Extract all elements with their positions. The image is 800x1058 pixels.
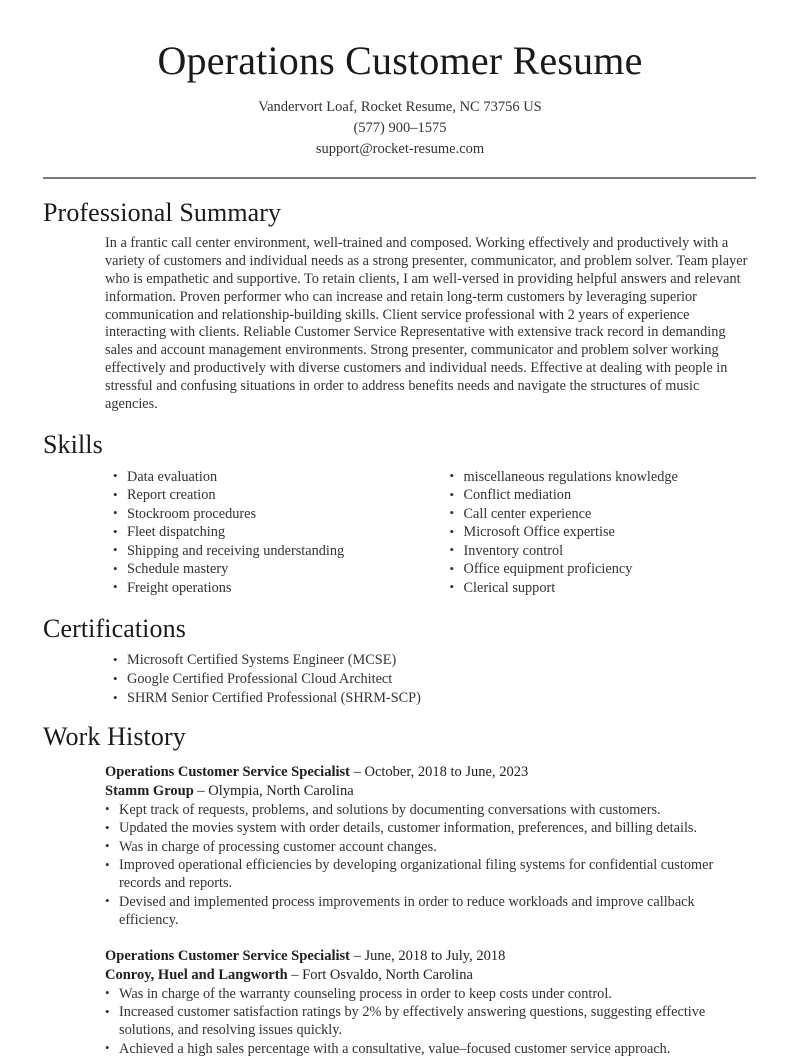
summary-paragraph: In a frantic call center environment, well-trained and composed. Working effectively and productively with a variety of customers and individual needs as a strong presenter, communicator, and problem solver. Team player who is empathetic and supportive. To retain clients, I am well-versed in providing helpful answers and relevant information. Proven performer who can increase and retain long-term customers by leveraging superior communication and relationship-building skills. Client service professional with 2 years of experience interacting with clients. Reliable Customer Service Representative with extensive track record in demanding sales and account management environments. Strong presenter, communicator and problem solver working effectively and productively with diverse customers and individual needs. Effective at dealing with people in stressful and confusing situations in order to address benefits needs and navigate the structures of music agencies. bbox=[105, 235, 748, 412]
section-title-professional-summary: Professional Summary bbox=[43, 198, 282, 228]
list-item: • Updated the movies system with order details, customer information, preferences, and billing details. bbox=[105, 819, 752, 837]
skills-list-right bbox=[450, 468, 753, 597]
job-company: Conroy, Huel and Langworth bbox=[105, 966, 288, 983]
contact-address: Vandervort Loaf, Rocket Resume, NC 73756 US bbox=[258, 99, 542, 116]
list-item: • Increased customer satisfaction ratings by 2% by effectively answering questions, suggesting effective solutions, and resolving issues quickly. bbox=[105, 1003, 752, 1039]
job-role-line bbox=[105, 947, 752, 966]
skills-column-left bbox=[113, 468, 433, 598]
contact-email: support@rocket-resume.com bbox=[315, 141, 485, 158]
list-item: • Devised and implemented process improvements in order to reduce workloads and improve callback efficiency. bbox=[105, 893, 752, 929]
job-separator: – bbox=[287, 966, 303, 983]
list-item: • Schedule mastery bbox=[113, 560, 433, 578]
list-item: • Office equipment proficiency bbox=[450, 560, 753, 578]
work-history-entry bbox=[43, 947, 757, 1058]
list-item: • Fleet dispatching bbox=[113, 523, 433, 541]
list-item: • Kept track of requests, problems, and solutions by documenting conversations with customers. bbox=[105, 801, 752, 819]
list-item: • Achieved a high sales percentage with a consultative, value–focused customer service approach. bbox=[105, 1040, 752, 1058]
list-item: • Stockroom procedures bbox=[113, 505, 433, 523]
list-item: • Google Certified Professional Cloud Architect bbox=[113, 670, 757, 688]
certifications-list bbox=[113, 651, 757, 707]
section-title-work-history: Work History bbox=[43, 722, 186, 752]
skills-list-left bbox=[113, 468, 433, 597]
list-item: • Clerical support bbox=[450, 579, 753, 597]
job-company: Stamm Group bbox=[105, 782, 194, 799]
contact-phone: (577) 900–1575 bbox=[353, 120, 447, 137]
section-work-history bbox=[43, 721, 757, 1057]
resume-header bbox=[43, 0, 757, 179]
list-item: • Was in charge of the warranty counseling process in order to keep costs under control. bbox=[105, 985, 752, 1003]
job-dates: June, 2018 to July, 2018 bbox=[364, 947, 506, 964]
summary-body bbox=[43, 235, 757, 413]
section-professional-summary bbox=[43, 197, 757, 413]
page-title: Operations Customer Resume bbox=[157, 38, 643, 83]
skills-column-right bbox=[433, 468, 753, 598]
list-item: • Microsoft Certified Systems Engineer (MCSE) bbox=[113, 651, 757, 669]
header-divider bbox=[43, 177, 756, 179]
job-role: Operations Customer Service Specialist bbox=[105, 947, 350, 964]
section-title-skills: Skills bbox=[43, 430, 103, 460]
contact-block bbox=[43, 97, 757, 160]
list-item: • Conflict mediation bbox=[450, 486, 753, 504]
skills-columns bbox=[43, 468, 757, 598]
list-item: • Inventory control bbox=[450, 542, 753, 560]
list-item: • Call center experience bbox=[450, 505, 753, 523]
work-history-entry bbox=[43, 763, 757, 929]
job-separator: – bbox=[350, 763, 365, 780]
job-separator: – bbox=[350, 947, 365, 964]
job-location: Olympia, North Carolina bbox=[208, 782, 354, 799]
list-item: • miscellaneous regulations knowledge bbox=[450, 468, 753, 486]
job-dates: October, 2018 to June, 2023 bbox=[364, 763, 529, 780]
list-item: • Report creation bbox=[113, 486, 433, 504]
list-item: • Was in charge of processing customer account changes. bbox=[105, 838, 752, 856]
list-item: • Shipping and receiving understanding bbox=[113, 542, 433, 560]
section-skills bbox=[43, 429, 757, 597]
job-role: Operations Customer Service Specialist bbox=[105, 763, 350, 780]
job-location: Fort Osvaldo, North Carolina bbox=[302, 966, 473, 983]
job-company-line bbox=[105, 782, 752, 801]
list-item: • Data evaluation bbox=[113, 468, 433, 486]
list-item: • Freight operations bbox=[113, 579, 433, 597]
job-separator: – bbox=[193, 782, 209, 799]
job-role-line bbox=[105, 763, 752, 782]
list-item: • SHRM Senior Certified Professional (SHRM-SCP) bbox=[113, 689, 757, 707]
list-item: • Improved operational efficiencies by developing organizational filing systems for confidential customer records and reports. bbox=[105, 856, 752, 892]
job-bullet-list bbox=[105, 801, 752, 929]
list-item: • Microsoft Office expertise bbox=[450, 523, 753, 541]
job-company-line bbox=[105, 966, 752, 985]
section-certifications bbox=[43, 613, 757, 707]
job-bullet-list bbox=[105, 985, 752, 1058]
section-title-certifications: Certifications bbox=[43, 614, 186, 644]
certifications-body bbox=[43, 651, 757, 707]
